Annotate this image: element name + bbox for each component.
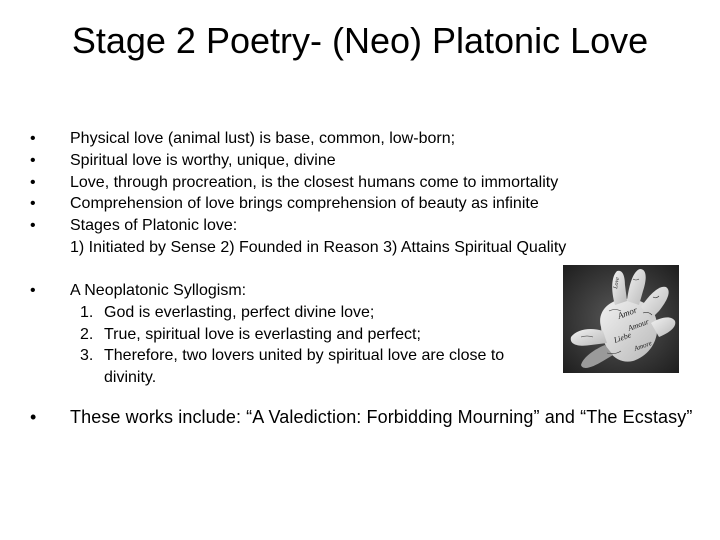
hand-with-writing-photo: [563, 265, 679, 373]
bullet-text: Love, through procreation, is the closest humans come to immortality: [70, 173, 559, 191]
bullet-icon: •: [30, 217, 36, 235]
hand-word: Amour: [626, 316, 651, 333]
item-number: 2.: [80, 325, 94, 343]
works-text: These works include: “A Valediction: Forbidding Mourning” and “The Ecstasy”: [70, 407, 693, 427]
hand-word: Liebe: [612, 330, 633, 345]
syllogism-bullets: [0, 280, 560, 302]
slide-title: Stage 2 Poetry- (Neo) Platonic Love: [71, 20, 649, 61]
bullet-item: [0, 150, 700, 172]
bullet-icon: •: [30, 407, 37, 427]
hand-word: Amor: [616, 304, 639, 321]
syllogism-sublist: [0, 302, 560, 389]
bullet-item: [0, 128, 700, 150]
bullet-item: [0, 406, 700, 429]
item-number: 1.: [80, 303, 94, 321]
syllogism-item: [0, 324, 560, 346]
bullet-item: [0, 215, 700, 259]
hand-word: Love: [613, 276, 621, 290]
item-text: Therefore, two lovers united by spiritual love are close to divinity.: [104, 347, 505, 387]
bullet-text: Stages of Platonic love:: [70, 217, 238, 235]
bullet-icon: •: [30, 195, 36, 213]
item-number: 3.: [80, 347, 94, 365]
syllogism-item: [0, 302, 560, 324]
bullet-item: [0, 280, 560, 302]
bullet-icon: •: [30, 151, 36, 169]
works-bullets: [0, 406, 700, 429]
item-text: True, spiritual love is everlasting and perfect;: [104, 325, 421, 343]
hand-icon: [563, 265, 679, 373]
item-text: God is everlasting, perfect divine love;: [104, 303, 375, 321]
bullet-text: Spiritual love is worthy, unique, divine: [70, 151, 336, 169]
stages-list: 1) Initiated by Sense 2) Founded in Reason 3) Attains Spiritual Quality: [70, 238, 567, 256]
bullet-item: [0, 193, 700, 215]
syllogism-heading: A Neoplatonic Syllogism:: [70, 282, 247, 299]
bullet-icon: •: [30, 282, 36, 299]
syllogism-item: [0, 345, 554, 389]
bullet-icon: •: [30, 130, 36, 147]
hand-word: Amore: [632, 339, 653, 353]
platonic-love-bullets: [0, 128, 700, 259]
bullet-text: Physical love (animal lust) is base, common, low-born;: [70, 130, 456, 147]
bullet-text: Comprehension of love brings comprehension of beauty as infinite: [70, 195, 539, 213]
bullet-icon: •: [30, 173, 36, 191]
bullet-item: [0, 172, 700, 194]
